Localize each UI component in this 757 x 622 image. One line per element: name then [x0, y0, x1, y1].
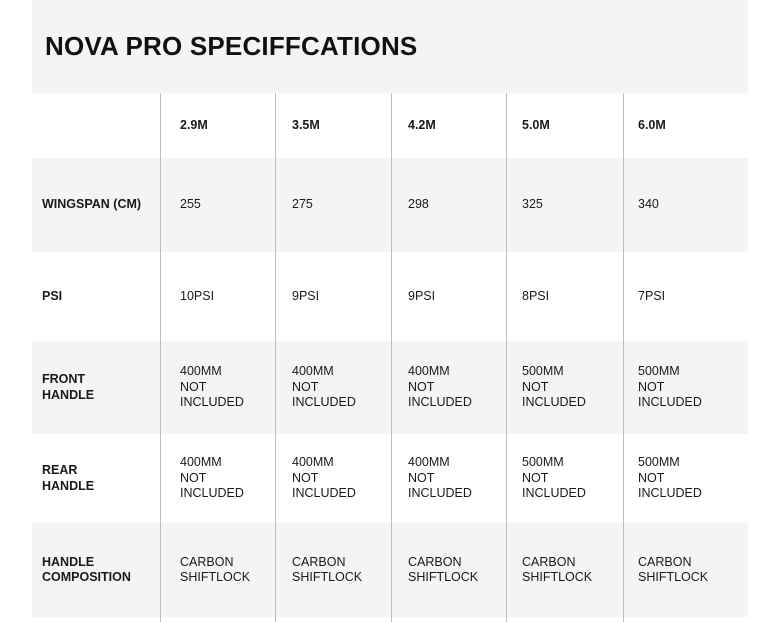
- table-cell: CARBON SHIFTLOCK: [638, 554, 709, 584]
- row-label: WINGSPAN (CM): [42, 197, 142, 212]
- column-header: 2.9M: [180, 117, 208, 132]
- table-cell: 340: [638, 197, 659, 212]
- table-cell: 8PSI: [522, 288, 550, 303]
- table-cell: 275: [292, 197, 313, 212]
- table-cell: 500MM NOT INCLUDED: [638, 455, 702, 501]
- table-cell: CARBON SHIFTLOCK: [408, 554, 479, 584]
- row-label: REAR HANDLE: [42, 463, 95, 493]
- table-row: [32, 252, 748, 341]
- table-cell: CARBON SHIFTLOCK: [522, 554, 593, 584]
- table-cell: 9PSI: [408, 288, 436, 303]
- spec-table: [32, 93, 748, 622]
- table-cell: CARBON SHIFTLOCK: [292, 554, 363, 584]
- table-cell: 400MM NOT INCLUDED: [180, 455, 244, 501]
- table-cell: CARBON SHIFTLOCK: [180, 554, 251, 584]
- column-divider: [623, 93, 624, 622]
- row-label: PSI: [42, 288, 63, 303]
- table-cell: 255: [180, 197, 201, 212]
- table-cell: 298: [408, 197, 429, 212]
- column-header: 5.0M: [522, 117, 550, 132]
- row-label: HANDLE COMPOSITION: [42, 554, 131, 584]
- table-cell: 500MM NOT INCLUDED: [522, 364, 586, 410]
- column-divider: [160, 93, 161, 622]
- column-header: 6.0M: [638, 117, 666, 132]
- header-row: [32, 93, 748, 158]
- table-cell: 10PSI: [180, 288, 215, 303]
- column-header: 3.5M: [292, 117, 320, 132]
- table-cell: 500MM NOT INCLUDED: [638, 364, 702, 410]
- table-row: [32, 523, 748, 617]
- table-cell: 400MM NOT INCLUDED: [180, 364, 244, 410]
- table-cell: 9PSI: [292, 288, 320, 303]
- row-label: FRONT HANDLE: [42, 372, 95, 402]
- title-band: [32, 0, 748, 93]
- table-row: [32, 158, 748, 252]
- table-cell: 400MM NOT INCLUDED: [408, 455, 472, 501]
- table-cell: 400MM NOT INCLUDED: [292, 455, 356, 501]
- column-divider: [275, 93, 276, 622]
- column-header: 4.2M: [408, 117, 436, 132]
- table-cell: 7PSI: [638, 288, 666, 303]
- table-cell: 500MM NOT INCLUDED: [522, 455, 586, 501]
- table-row: [32, 434, 748, 523]
- page-title: NOVA PRO SPECIFFCATIONS: [45, 31, 418, 61]
- column-divider: [506, 93, 507, 622]
- table-row: [32, 341, 748, 434]
- table-cell: 400MM NOT INCLUDED: [408, 364, 472, 410]
- table-cell: 400MM NOT INCLUDED: [292, 364, 356, 410]
- column-divider: [391, 93, 392, 622]
- table-cell: 325: [522, 197, 543, 212]
